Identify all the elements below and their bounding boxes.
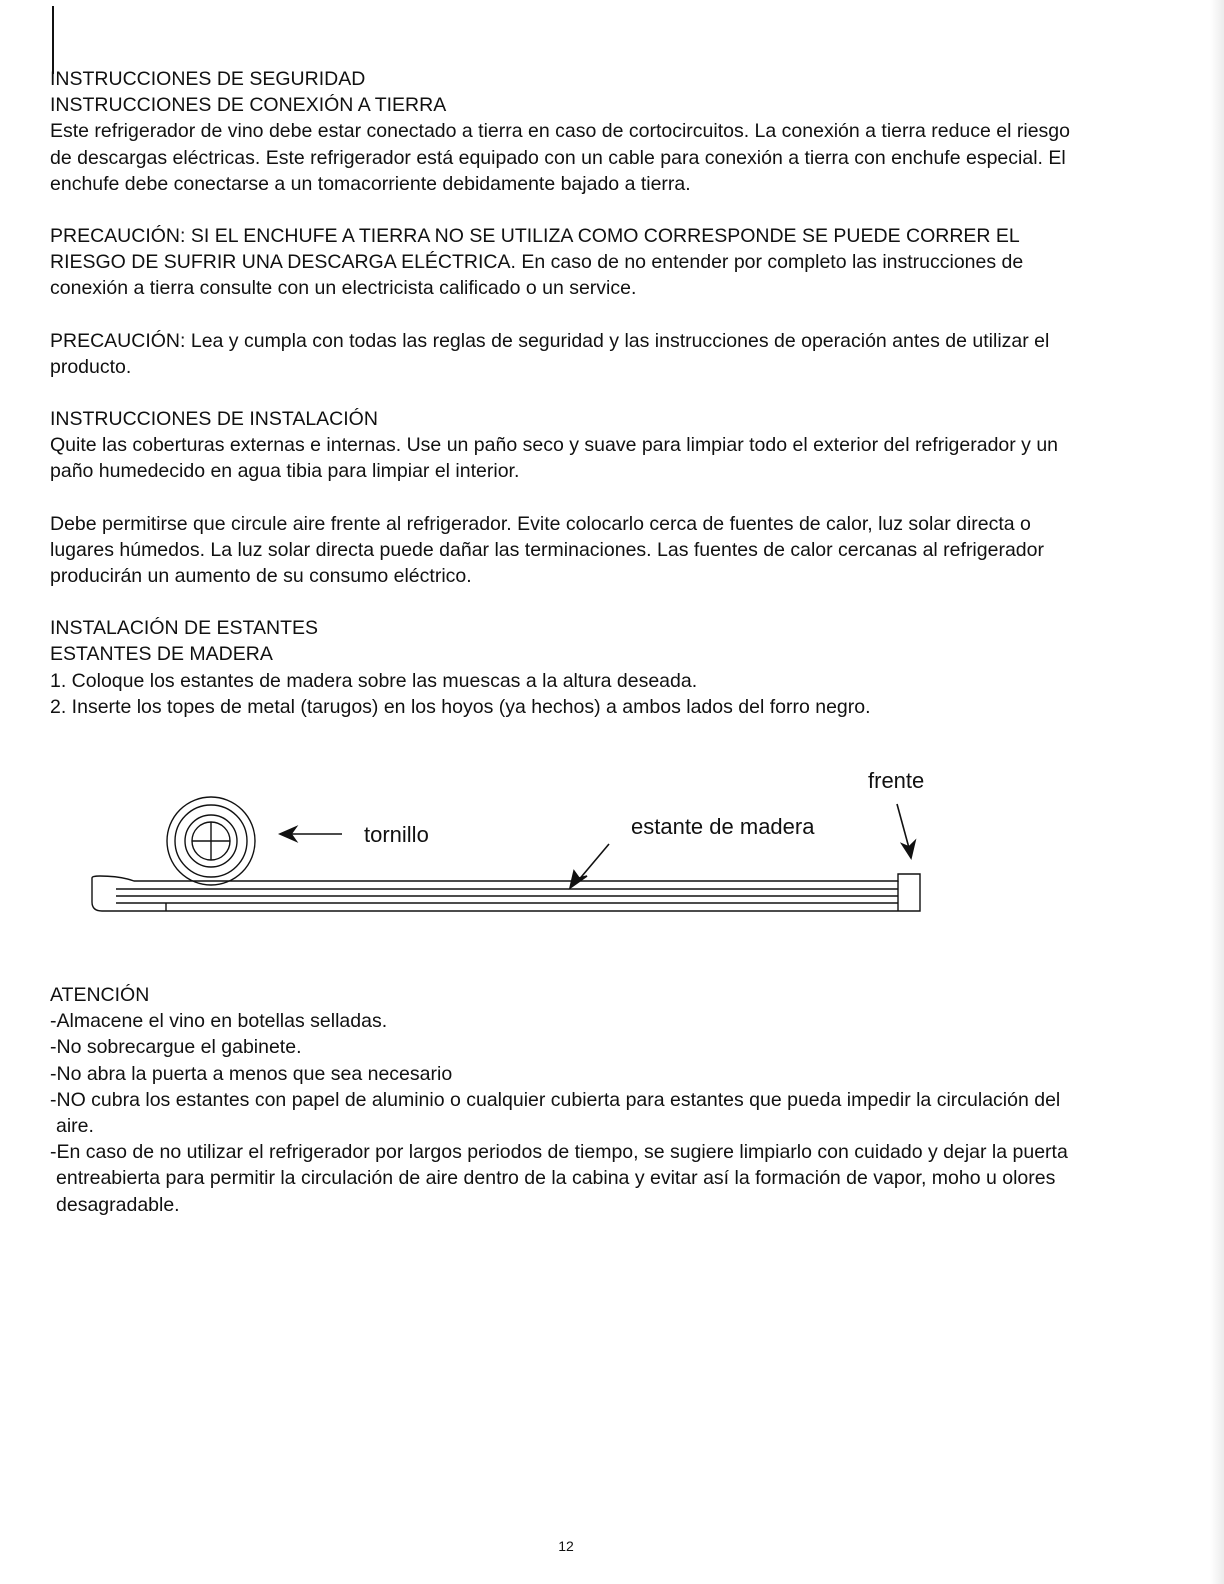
attention-item-4: -NO cubra los estantes con papel de aluminio o cualquier cubierta para estantes que pueda impedir la circulación del aire.	[50, 1088, 1061, 1138]
ground-heading: INSTRUCCIONES DE CONEXIÓN A TIERRA	[50, 94, 447, 117]
shelves-subheading: ESTANTES DE MADERA	[50, 643, 273, 666]
installation-heading: INSTRUCCIONES DE INSTALACIÓN	[50, 408, 378, 431]
spacer	[50, 589, 1090, 615]
shelf-diagram-svg	[80, 760, 960, 930]
attention-item-3: -No abra la puerta a menos que sea necesario	[50, 1062, 453, 1085]
attention-item-5: -En caso de no utilizar el refrigerador por largos periodos de tiempo, se sugiere limpiarlo con cuidado y dejar la puerta entreabierta para permitir la circulación de aire dentro de la cabina y evitar así la formación de vapor, moho u olores desagradable.	[50, 1141, 1068, 1216]
shelves-heading: INSTALACIÓN DE ESTANTES	[50, 617, 318, 640]
page-edge-shadow	[1210, 0, 1224, 1584]
safety-heading: INSTRUCCIONES DE SEGURIDAD	[50, 68, 366, 90]
spacer	[50, 197, 1090, 223]
screw-arrow-icon	[280, 827, 342, 841]
installation-text-1: Quite las coberturas externas e internas. Use un paño seco y suave para limpiar todo el exterior del refrigerador y un paño humedecido en agua tibia para limpiar el interior.	[50, 434, 1059, 483]
spacer	[50, 380, 1090, 406]
ground-text: Este refrigerador de vino debe estar conectado a tierra en caso de cortocircuitos. La conexión a tierra reduce el riesgo de descargas eléctricas. Este refrigerador está equipado con un cable para conexión a tierra con enchufe especial. El enchufe debe conectarse a un tomacorriente debidamente bajado a tierra.	[50, 120, 1070, 195]
attention-item-1: -Almacene el vino en botellas selladas.	[50, 1010, 388, 1033]
front-arrow-icon	[897, 804, 915, 858]
spacer	[50, 485, 1090, 511]
spacer	[50, 302, 1090, 328]
attention-item-2: -No sobrecargue el gabinete.	[50, 1036, 302, 1059]
caution-paragraph-2: PRECAUCIÓN: Lea y cumpla con todas las reglas de seguridad y las instrucciones de operación antes de utilizar el producto.	[50, 329, 1050, 378]
attention-section	[50, 982, 1090, 1218]
label-screw: tornillo	[364, 822, 429, 847]
shelf-step-2: 2. Inserte los topes de metal (tarugos) en los hoyos (ya hechos) a ambos lados del forro negro.	[50, 695, 871, 718]
margin-mark	[52, 6, 54, 74]
installation-text-2: Debe permitirse que circule aire frente al refrigerador. Evite colocarlo cerca de fuentes de calor, luz solar directa o lugares húmedos. La luz solar directa puede dañar las terminaciones. Las fuentes de calor cercanas al refrigerador producirán un aumento de su consumo eléctrico.	[50, 512, 1044, 588]
safety-section	[50, 66, 1090, 720]
shelf-diagram	[80, 760, 960, 930]
caution-paragraph-1: PRECAUCIÓN: SI EL ENCHUFE A TIERRA NO SE UTILIZA COMO CORRESPONDE SE PUEDE CORRER EL RIESGO DE SUFRIR UNA DESCARGA ELÉCTRICA. En caso de no entender por completo las instrucciones de conexión a tierra consulte con un electricista calificado o un service.	[50, 225, 1024, 300]
wooden-shelf-icon	[92, 874, 920, 911]
attention-heading: ATENCIÓN	[50, 984, 150, 1006]
shelf-step-1: 1. Coloque los estantes de madera sobre las muescas a la altura deseada.	[50, 669, 698, 692]
page-number: 12	[558, 1538, 574, 1554]
label-front: frente	[868, 768, 925, 793]
screw-icon	[167, 797, 255, 885]
label-shelf: estante de madera	[631, 814, 815, 839]
